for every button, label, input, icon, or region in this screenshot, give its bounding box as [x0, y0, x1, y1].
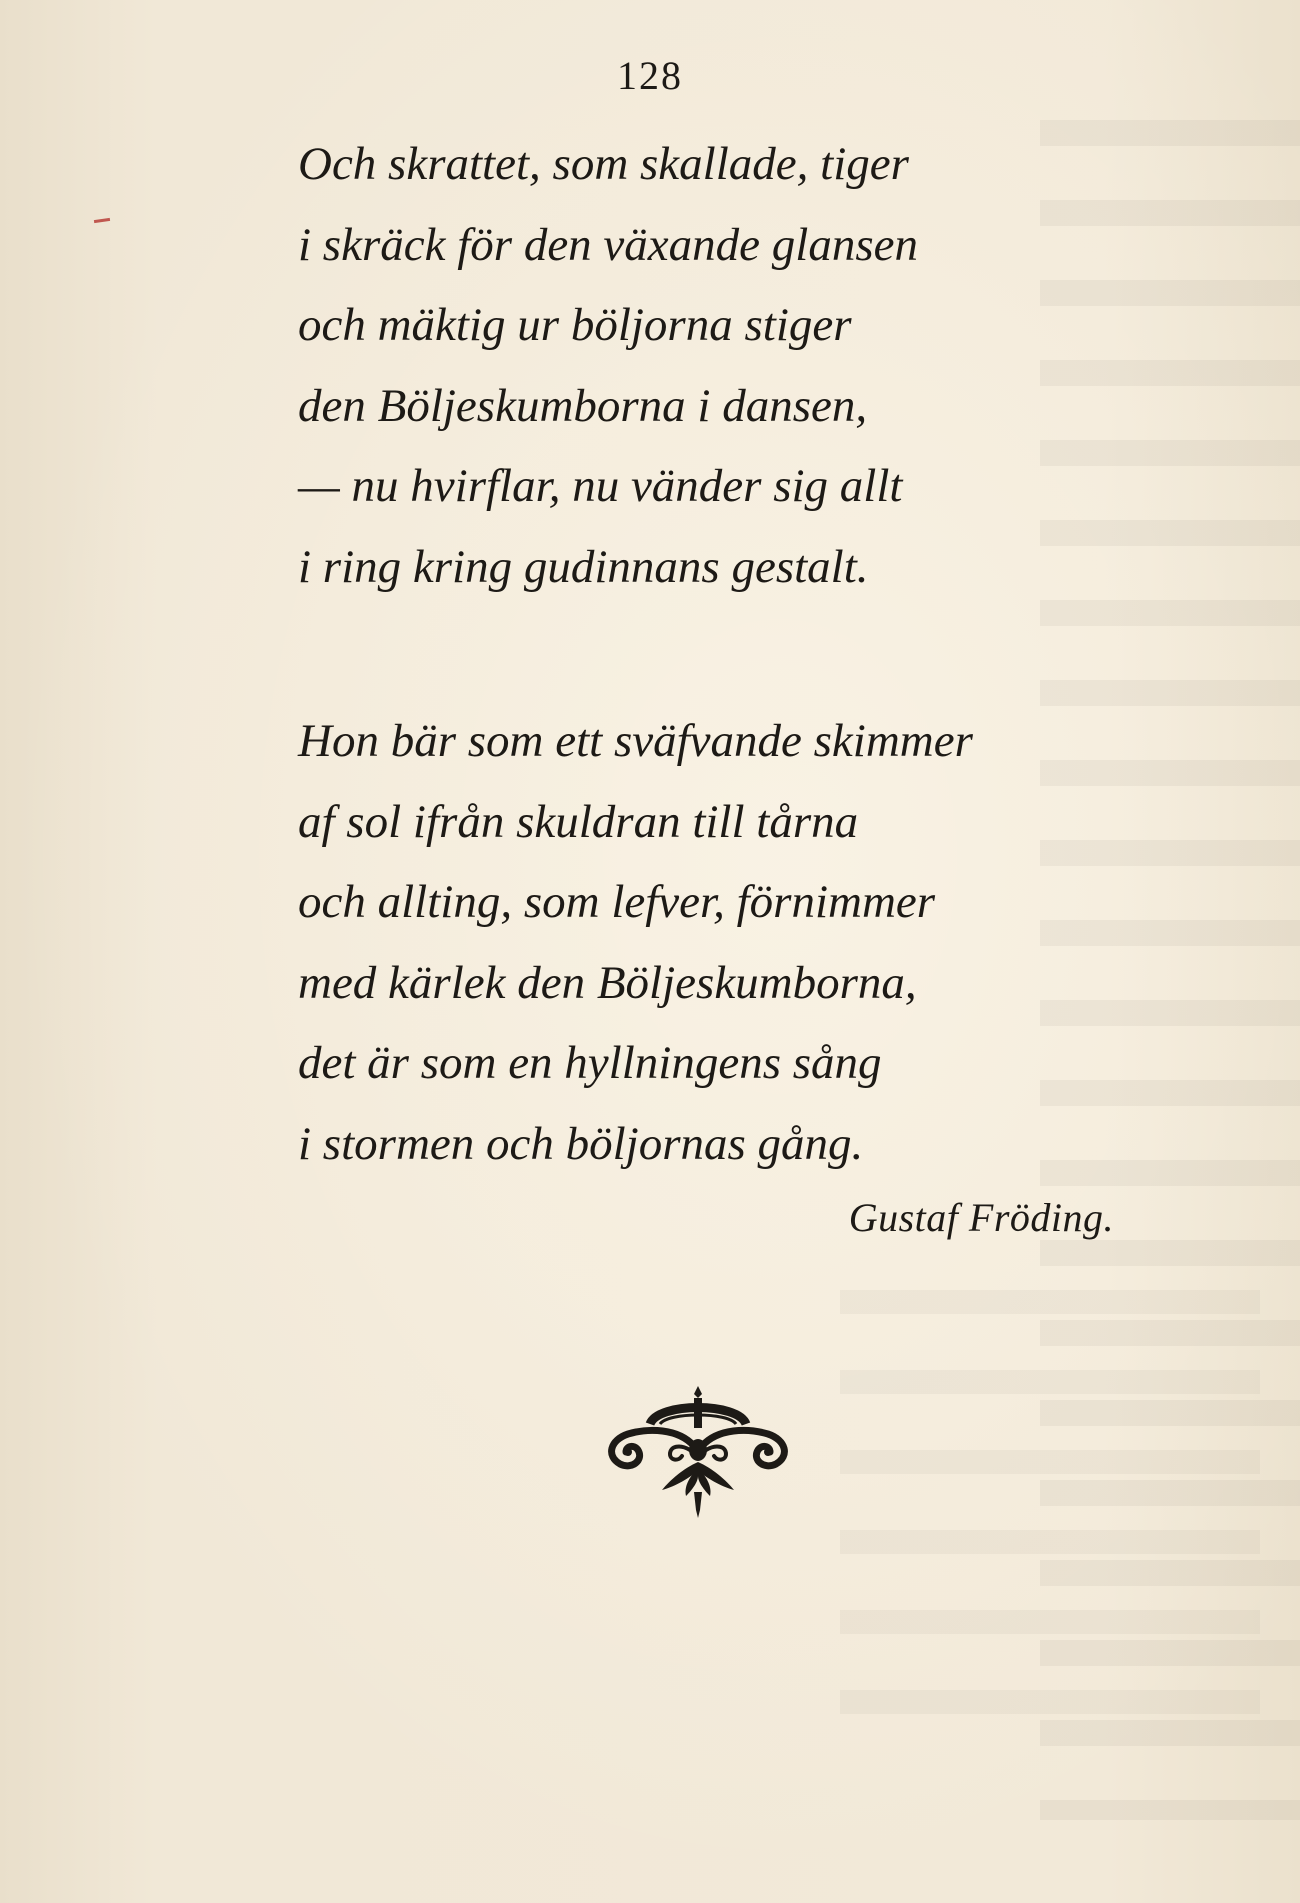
poem-line: af sol ifrån skuldran till tårna [298, 795, 859, 848]
poem-line: det är som en hyllningens sång [298, 1037, 882, 1089]
stanza-2 [298, 701, 973, 1184]
poem-line: med kärlek den Böljeskumborna, [298, 956, 917, 1009]
poem-line: Hon bär som ett sväfvande skimmer [298, 715, 973, 767]
poem-line: och allting, som lefver, förnimmer [298, 876, 936, 928]
red-ink-mark [94, 218, 110, 223]
poem-line: och mäktig ur böljorna stiger [298, 299, 852, 351]
poem-line: den Böljeskumborna i dansen, [298, 379, 868, 432]
author-signature: Gustaf Fröding. [848, 1195, 1114, 1240]
poem-line: i ring kring gudinnans gestalt. [298, 540, 869, 593]
poem-line: i skräck för den växande glansen [298, 218, 918, 271]
poem-line: i stormen och böljornas gång. [298, 1117, 864, 1170]
bleed-through-text [1040, 120, 1300, 1820]
bleed-through-text-lower [840, 1290, 1260, 1750]
stanza-1 [298, 124, 918, 607]
page-number: 128 [617, 53, 683, 98]
poem-line: Och skrattet, som skallade, tiger [298, 138, 909, 190]
floral-scroll-ornament-icon [598, 1384, 798, 1524]
poem-line: — nu hvirflar, nu vänder sig allt [298, 460, 903, 512]
